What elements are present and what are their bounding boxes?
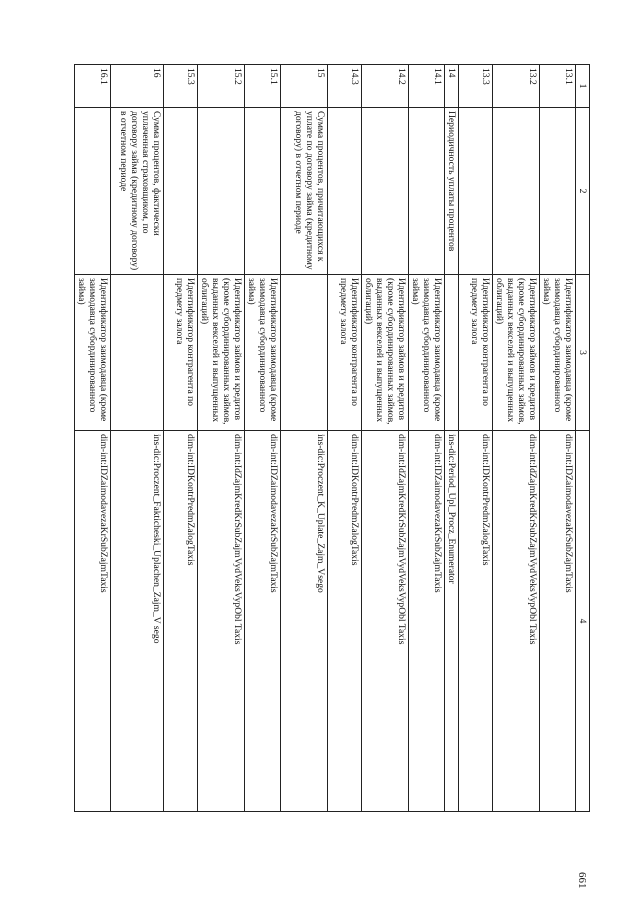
row-description: Идентификатор контрагента по предмету залога: [164, 275, 198, 431]
table-row: [409, 65, 445, 812]
row-code: dim-int:IdZajmKredKrSubZajmVydVeksVypObl Taxis: [493, 431, 540, 812]
row-name: Сумма процентов, фактически уплаченная страховщиком, по договору займа (кредитному договору) в отчетном периоде: [111, 108, 164, 275]
row-number: 15.3: [164, 65, 198, 108]
row-code: ins-dic:Proczent_Fakticheski_Uplachen_Zajm_V sego: [111, 431, 164, 812]
row-number: 14: [445, 65, 459, 108]
row-code: ins-dic:Proczent_K_Uplate_Zajm_Vsego: [281, 431, 328, 812]
row-name: [245, 108, 281, 275]
row-number: 15.2: [198, 65, 245, 108]
data-table: [74, 64, 590, 812]
row-description: [445, 275, 459, 431]
row-code: dim-int:IDKontrPredmZalogTaxis: [459, 431, 493, 812]
row-number: 14.2: [362, 65, 409, 108]
row-code: dim-int:IDZaimodavezaKrSubZajmTaxis: [540, 431, 576, 812]
row-description: Идентификатор заимодавца (кроме заимодавца субординированного займа): [540, 275, 576, 431]
row-number: 14.1: [409, 65, 445, 108]
table-header-row: [576, 65, 590, 812]
row-description: Идентификатор заимодавца (кроме заимодавца субординированного займа): [75, 275, 111, 431]
table-row: [245, 65, 281, 812]
row-name: [198, 108, 245, 275]
row-number: 15: [281, 65, 328, 108]
row-code: dim-int:IdZajmKredKrSubZajmVydVeksVypObl Taxis: [362, 431, 409, 812]
header-col-1: 1: [576, 65, 590, 108]
row-number: 13.1: [540, 65, 576, 108]
row-name: [75, 108, 111, 275]
row-description: Идентификатор заимодавца (кроме заимодавца субординированного займа): [245, 275, 281, 431]
row-description: [111, 275, 164, 431]
row-name: [328, 108, 362, 275]
header-col-4: 4: [576, 431, 590, 812]
row-description: Идентификатор контрагента по предмету залога: [328, 275, 362, 431]
row-code: dim-int:IDKontrPredmZalogTaxis: [328, 431, 362, 812]
row-name: [540, 108, 576, 275]
page-number: 661: [576, 872, 588, 889]
row-name: Сумма процентов, причитающихся к уплате по договору займа (кредитному договору) в отчетном периоде: [281, 108, 328, 275]
row-name: [493, 108, 540, 275]
row-description: Идентификатор займов и кредитов (кроме субординированных займов, выданных векселей и выпущенных облигаций): [362, 275, 409, 431]
row-name: [164, 108, 198, 275]
row-description: [281, 275, 328, 431]
table-row: [459, 65, 493, 812]
row-description: Идентификатор займов и кредитов (кроме субординированных займов, выданных векселей и выпущенных облигаций): [198, 275, 245, 431]
row-number: 16.1: [75, 65, 111, 108]
row-code: dim-int:IDKontrPredmZalogTaxis: [164, 431, 198, 812]
row-code: dim-int:IdZajmKredKrSubZajmVydVeksVypObl Taxis: [198, 431, 245, 812]
row-number: 15.1: [245, 65, 281, 108]
table-row: [493, 65, 540, 812]
table-row: [111, 65, 164, 812]
row-code: dim-int:IDZaimodavezaKrSubZajmTaxis: [245, 431, 281, 812]
row-name: [409, 108, 445, 275]
row-number: 14.3: [328, 65, 362, 108]
header-col-2: 2: [576, 108, 590, 275]
row-code: dim-int:IDZaimodavezaKrSubZajmTaxis: [409, 431, 445, 812]
table-row: [540, 65, 576, 812]
row-description: Идентификатор займов и кредитов (кроме субординированных займов, выданных векселей и выпущенных облигаций): [493, 275, 540, 431]
row-name: [362, 108, 409, 275]
row-number: 13.2: [493, 65, 540, 108]
row-number: 16: [111, 65, 164, 108]
table-row: [164, 65, 198, 812]
table-row: [75, 65, 111, 812]
row-code: dim-int:IDZaimodavezaKrSubZajmTaxis: [75, 431, 111, 812]
row-description: Идентификатор контрагента по предмету залога: [459, 275, 493, 431]
table-row: [445, 65, 459, 812]
row-code: ins-dic:Period_Upl_Procz_Enumerator: [445, 431, 459, 812]
table-row: [198, 65, 245, 812]
table-row: [362, 65, 409, 812]
row-name: [459, 108, 493, 275]
table-row: [281, 65, 328, 812]
row-name: Периодичность уплаты процентов: [445, 108, 459, 275]
rotated-table-wrapper: [76, 64, 590, 811]
table-row: [328, 65, 362, 812]
row-description: Идентификатор заимодавца (кроме заимодавца субординированного займа): [409, 275, 445, 431]
header-col-3: 3: [576, 275, 590, 431]
row-number: 13.3: [459, 65, 493, 108]
